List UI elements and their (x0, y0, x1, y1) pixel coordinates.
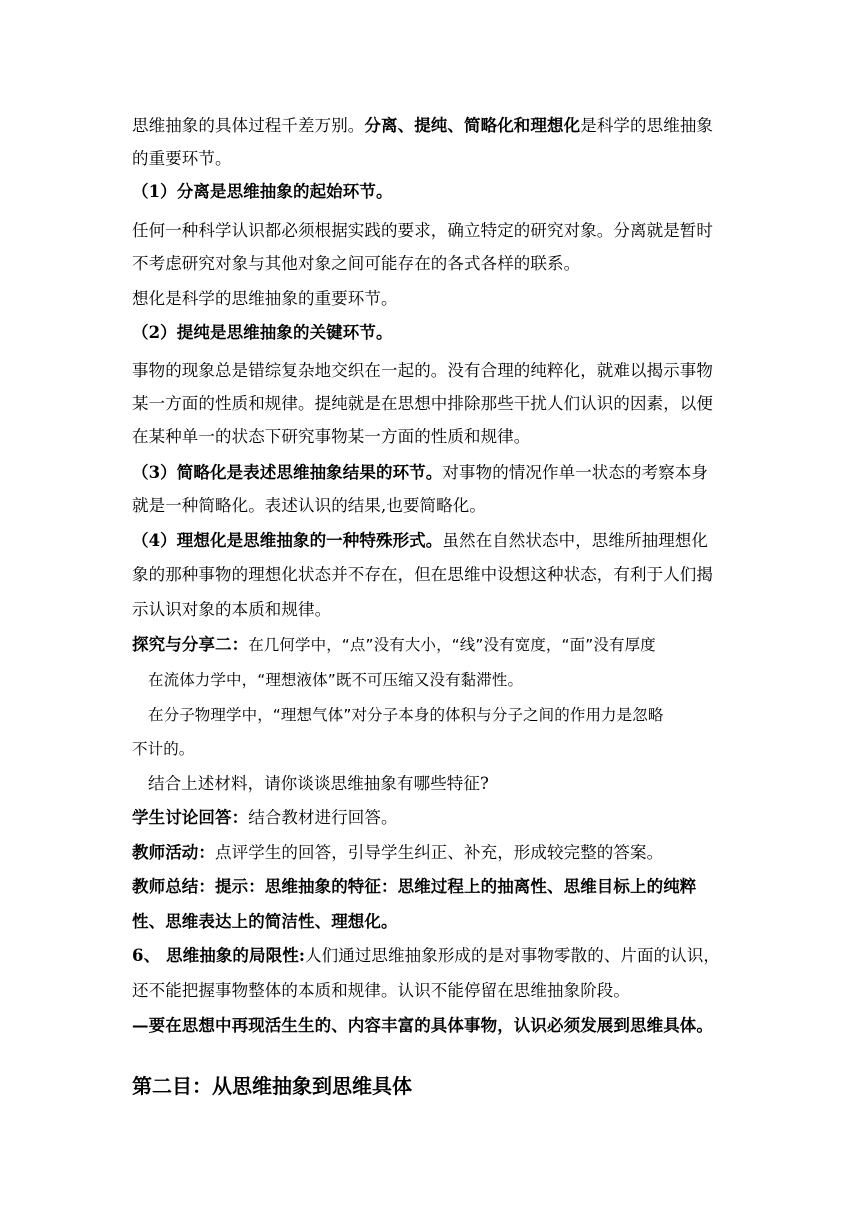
text-run: 在几何学中，“点”没有大小，“线”没有宽度，“面”没有厚度 (248, 636, 656, 654)
student-discussion-line (132, 808, 398, 828)
bold-run: 分离、提纯、简略化和理想化 (364, 116, 581, 135)
paragraph-line-4: 任何一种科学认识都必须根据实践的要求，确立特定的研究对象。分离就是暂时 (132, 221, 713, 240)
paragraph-line-5: 不考虑研究对象与其他对象之间可能存在的各式各样的联系。 (132, 254, 581, 273)
text-run: 点评学生的回答，引导学生纠正、补充，形成较完整的答案。 (215, 843, 664, 862)
paragraph-line-8: 事物的现象总是错综复杂地交织在一起的。没有合理的纯粹化，就难以揭示事物 (132, 361, 713, 380)
section-heading: 第二目：从思维抽象到思维具体 (132, 1074, 412, 1098)
text-run: 对事物的情况作单一状态的考察本身 (442, 463, 708, 482)
paragraph-line-10: 在某种单一的状态下研究事物某一方面的性质和规律。 (132, 427, 531, 446)
section-1-title: （1）分离是思维抽象的起始环节。 (132, 182, 393, 201)
paragraph-line-18: 在分子物理学中，“理想气体”对分子本身的体积与分子之间的作用力是忽略 (148, 706, 664, 724)
paragraph-line-6: 想化是科学的思维抽象的重要环节。 (132, 289, 398, 308)
conclusion-line: —要在思想中再现活生生的、内容丰富的具体事物，认识必须发展到思维具体。 (132, 1016, 713, 1035)
limitation-line-2: 还不能把握事物整体的本质和规律。认识不能停留在思维抽象阶段。 (132, 981, 630, 1000)
bold-run: 探究与分享二： (132, 635, 249, 654)
section-3-line (132, 463, 708, 483)
paragraph-line-15: 示认识对象的本质和规律。 (132, 600, 332, 619)
bold-run: （3）简略化是表述思维抽象结果的环节。 (132, 463, 443, 482)
paragraph-line-17: 在流体力学中，“理想液体”既不可压缩又没有黏滞性。 (148, 671, 524, 689)
paragraph-line-2: 的重要环节。 (132, 149, 232, 168)
paragraph-line-12: 就是一种简略化。表述认识的结果,也要简略化。 (132, 496, 486, 515)
section-4-line (132, 531, 708, 551)
text-run: 思维抽象的具体过程千差万别。 (132, 116, 365, 135)
question-line: 结合上述材料，请你谈谈思维抽象有哪些特征? (148, 774, 489, 793)
section-2-title: （2）提纯是思维抽象的关键环节。 (132, 323, 393, 342)
text-run: 是科学的思维抽象 (580, 116, 714, 135)
paragraph-line-9: 某一方面的性质和规律。提纯就是在思想中排除那些干扰人们认识的因素，以便 (132, 394, 713, 413)
bold-run: 教师活动： (132, 843, 215, 862)
text-run: 虽然在自然状态中，思维所抽理想化 (442, 531, 708, 550)
teacher-summary-line-2: 性、思维表达上的简洁性、理想化。 (132, 912, 398, 931)
bold-run: 6、 思维抽象的局限性: (132, 946, 306, 965)
explore-share-line (132, 635, 656, 655)
text-run: 人们通过思维抽象形成的是对事物零散的、片面的认识， (305, 946, 721, 965)
bold-run: （4）理想化是思维抽象的一种特殊形式。 (132, 531, 443, 550)
paragraph-line-1 (132, 116, 713, 136)
bold-run: 学生讨论回答： (132, 808, 249, 827)
paragraph-line-19: 不计的。 (132, 740, 195, 758)
limitation-line-1 (132, 946, 720, 966)
teacher-summary-line-1: 教师总结：提示：思维抽象的特征：思维过程上的抽离性、思维目标上的纯粹 (132, 877, 697, 896)
teacher-activity-line (132, 843, 663, 863)
paragraph-line-14: 象的那种事物的理想化状态并不存在，但在思维中设想这种状态，有利于人们揭 (132, 565, 713, 584)
text-run: 结合教材进行回答。 (248, 808, 398, 827)
